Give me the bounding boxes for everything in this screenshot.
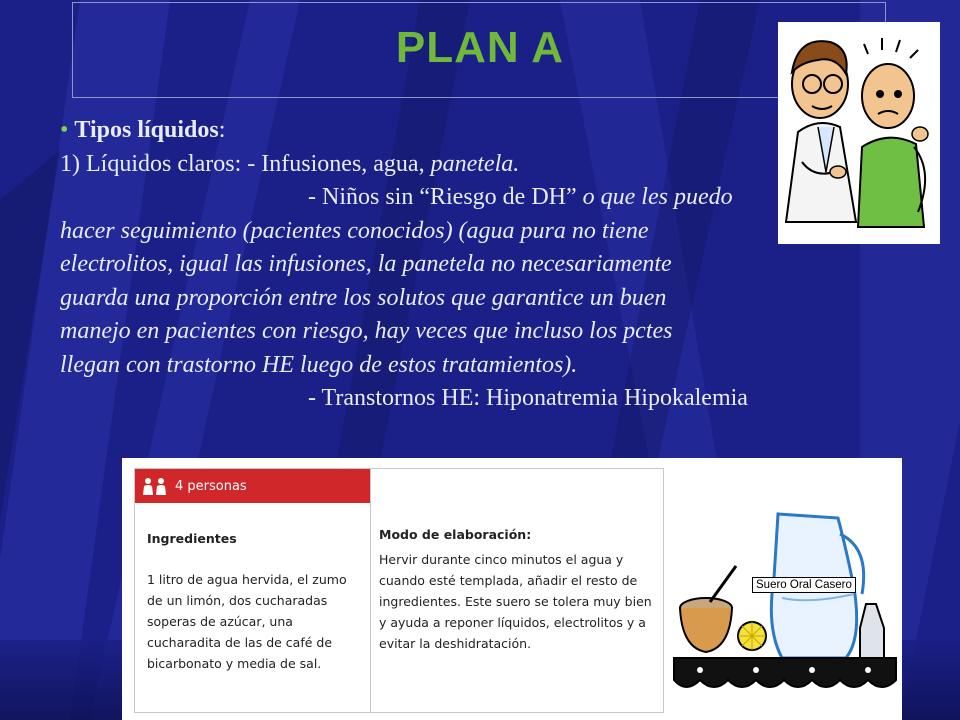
bullet-colon: : — [218, 117, 226, 143]
ingredients-title: Ingredientes — [147, 531, 237, 546]
people-icon — [141, 477, 169, 495]
slide-title: PLAN A — [395, 23, 565, 72]
oral-serum-illustration — [670, 508, 902, 720]
bullet-heading: Tipos líquidos — [74, 117, 219, 143]
body-line: electrolitos, igual las infusiones, la panetela no necesariamente — [60, 251, 672, 277]
body-line: guarda una proporción entre los solutos que garantice un buen — [60, 284, 667, 311]
line-disorders: - Transtornos HE: Hiponatremia Hipokalemia — [308, 385, 748, 411]
line2-italic: o que les puedo — [582, 184, 733, 210]
line-children — [60, 181, 900, 215]
recipe-panel — [122, 458, 902, 720]
line1-prefix: 1) Líquidos claros: - Infusiones, agua, — [60, 150, 431, 177]
ingredients-column — [135, 469, 371, 712]
body-line: hacer seguimiento (pacientes conocidos) (agua pura no tiene — [60, 217, 649, 244]
body-line: manejo en pacientes con riesgo, hay veces que incluso los pctes — [60, 318, 673, 344]
servings-label: 4 personas — [175, 479, 247, 494]
method-title: Modo de elaboración: — [379, 527, 532, 542]
doctor-patient-cartoon — [778, 22, 940, 244]
recipe-card — [134, 468, 664, 713]
body-line: llegan con trastorno HE luego de estos tratamientos). — [60, 351, 578, 378]
ingredients-text: 1 litro de agua hervida, el zumo de un limón, dos cucharadas soperas de azúcar, una cucharadita de las de café de bicarbonato y media de sal. — [147, 572, 347, 671]
title-frame — [72, 2, 886, 98]
servings-header — [135, 469, 370, 503]
method-text: Hervir durante cinco minutos el agua y cuando esté templada, añadir el resto de ingredientes. Este suero se tolera muy bien y ayuda a reponer líquidos, electrolitos y a evitar la deshidratación. — [379, 552, 652, 651]
suero-oral-label: Suero Oral Casero — [752, 577, 856, 593]
slide-body — [60, 114, 900, 416]
line-clear-liquids — [60, 148, 900, 182]
line2-normal: - Niños sin “Riesgo de DH” — [308, 184, 583, 210]
line1-italic: panetela. — [430, 150, 520, 177]
bullet-line — [60, 114, 900, 148]
bullet-icon: • — [60, 117, 69, 143]
